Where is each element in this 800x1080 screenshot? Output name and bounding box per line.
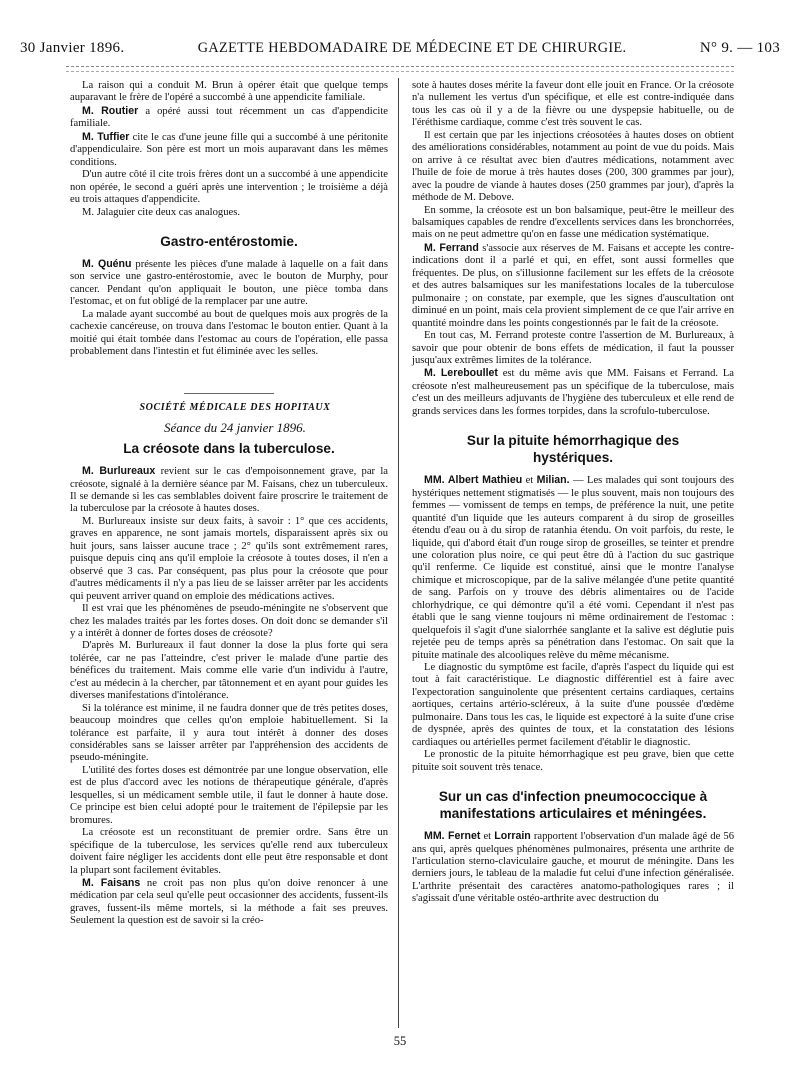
section-heading: La créosote dans la tuberculose. [123,441,335,457]
header-rule [66,66,734,67]
paragraph [412,242,734,330]
paragraph: D'après M. Burlureaux il faut donner la dose la plus forte qui sera tolérée, car ne pas l'atteindre, c'est priver le malade d'une partie des bénéfices du traitement. Mais comme elle varie d'un individu à l'autre, c'est au médecin à la chercher, par tâtonnement et en ayant pour guides les diverses manifestations d'intolérance. [70,640,388,702]
paragraph-text: et [480,831,495,843]
column-divider [398,78,399,1028]
speaker-name: Lorrain [494,830,531,843]
paragraph-text: revient sur le cas d'empoisonnement grave, par la créosote, signalé à la dernière séance par M. Faisans, chez un tuberculeux. Il se demande si les cas semblables doivent faire proscrire le traitement de la tuberculose par la créosote à hautes doses. [70,466,388,515]
running-header [20,40,780,62]
paragraph: Il est certain que par les injections créosotées à hautes doses on obtient des améliorations considérables, notamment au point de vue du poids. Mais on arrive à ce résultat avec bien d'autres médications, notamment avec l'huile de foie de morue à très hautes doses (200, 300 grammes par jour), avec la poudre de viande à hautes doses (250 grammes par jour), d'après la méthode de M. Debove. [412,129,734,204]
issue-number: N° 9. — 103 [699,40,780,56]
paragraph [70,105,388,131]
paragraph: La créosote est un reconstituant de premier ordre. Sans être un spécifique de la tuberculose, les services qu'elle rend aux tuberculeux doivent faire négliger les accidents dont elle peut être responsable et dont la plupart sont facilement évitables. [70,827,388,876]
paragraph: Le pronostic de la pituite hémorrhagique est peu grave, bien que cette pituite soit souvent très tenace. [412,749,734,773]
session-date: Séance du 24 janvier 1896. [164,420,306,436]
paragraph [412,474,734,662]
speaker-name: M. Tuffier [82,130,130,143]
speaker-name: MM. Fernet [424,830,481,843]
right-column [412,80,734,906]
speaker-name: M. Faisans [82,877,141,890]
paragraph [70,131,388,169]
speaker-name: M. Routier [82,104,139,117]
paragraph [70,877,388,928]
paragraph-text: — Les malades qui sont toujours des hystériques nettement stigmatisés — le plus souvent, mais non toujours des femmes — vomissent de temps en temps, de préférence la nuit, une petite quantité d'un liquide que les auteurs comparent à du sirop de groseilles étendu d'eau ou à du sirop de ratanhia étendu. On voit parfois, du reste, le liquide, qui d'abord était d'un rouge sirop de groseilles, se teinter et prendre une coloration plus noire, ce qui peut être dû à l'action du suc gastrique qu'il renferme. Ce liquide est constitué, ainsi que le montre l'analyse chimique et microscopique, par de la salive mélangée d'une petite quantité de sang. Parfois on y trouve des débris alimentaires ou de l'acide chlorhydrique, ce qui démontre qu'il a été vomi. Cependant il n'est pas établi que le sang vienne toujours ni même ordinairement de l'estomac : quelquefois il s'agit d'une sialorrhée sanglante et la salive est déglutie puis rejetée peu de temps après sa pénétration dans l'estomac. On sait que la pituite matinale des alcooliques relève du même mécanisme. [412,475,734,661]
speaker-name: M. Quénu [82,257,132,270]
paragraph: En somme, la créosote est un bon balsamique, peut-être le meilleur des balsamiques capables de rendre d'excellents services dans les bronchorrées, mais on ne peut admettre qu'on en fasse une médication systématique. [412,204,734,241]
section-heading: Gastro-entérostomie. [160,233,298,249]
paragraph-text: et [522,475,537,487]
paragraph [70,258,388,309]
speaker-name: M. Ferrand [424,241,479,254]
speaker-name: MM. Albert Mathieu [424,474,523,487]
speaker-name: M. Lereboullet [424,367,498,380]
paragraph-text: rapportent l'observation d'un malade âgé de 56 ans qui, après quelques phénomènes pulmonaires, présenta une arthrite de l'articulation sterno-claviculaire gauche, et mourut de méningite. Dans les derniers jours, le tableau de la maladie fut celui d'une infection généralisée. L'arthrite présentait des caractères anatomo-pathologiques rares ; il s'agissait d'une véritable ostéo-arthrite avec destruction du [412,831,734,905]
paragraph: La malade ayant succombé au bout de quelques mois aux progrès de la cachexie cancéreuse, on trouva dans l'estomac le bouton entier. Quant à la moitié qui était tombée dans l'estomac au cours de l'opération, elle passa probablement dans l'intestin et fut éliminée avec les selles. [70,308,388,358]
paragraph-text: a opéré aussi tout récemment un cas d'appendicite familiale. [70,105,388,130]
paragraph: Le diagnostic du symptôme est facile, d'après l'aspect du liquide qui est tout à fait caractéristique. Le diagnostic différentiel est à faire avec l'expectoration sanguinolente que présentent certains cardiaques, certains aortiques, certains artério-scléreux, à la suite d'une poussée d'œdème pulmonaire. Dans tous les cas, le liquide est expectoré à la suite d'une crise de dyspnée, après des quintes de toux, et la constatation des lésions cardiaques ou artérielles permet facilement d'établir le diagnostic. [412,662,734,748]
paragraph [70,465,388,516]
paragraph-text: est du même avis que MM. Faisans et Ferrand. La créosote n'est malheureusement pas un spécifique de la tuberculose, mais c'est un des meilleurs adjuvants de l'hygiène des tuberculeux et elle rend de grands services dans les formes torpides, dans la scrofulo-tuberculose. [412,368,734,417]
section-heading: Sur un cas d'infection pneumococcique à manifestations articulaires et méningées. [438,789,708,822]
section-divider [184,393,274,394]
paragraph: Si la tolérance est minime, il ne faudra donner que de très petites doses, beaucoup moindres que celles qu'on emploie habituellement. Si la tolérance est parfaite, il y aura tout intérêt à donner des doses considérables sans se laisser arrêter par l'appréhension des accidents de pseudo-méningite. [70,702,388,764]
journal-title: GAZETTE HEBDOMADAIRE DE MÉDECINE ET DE CHIRURGIE. [197,40,627,56]
paragraph: Il est vrai que les phénomènes de pseudo-méningite ne s'observent que chez les malades traités par les fortes doses. On doit donc se demander s'il y a intérêt à donner de fortes doses de créosote? [70,603,388,639]
speaker-name: Milian. [536,474,570,487]
paragraph: L'utilité des fortes doses est démontrée par une longue observation, elle est de plus d'accord avec les notions de thérapeutique générale, d'après lesquelles, si un médicament semble utile, il faut le donner à haute dose. Ce principe est bien celui adopté pour le traitement de l'épilepsie par les bromures. [70,764,388,826]
paragraph: M. Jalaguier cite deux cas analogues. [82,206,240,218]
paragraph [412,830,734,906]
paragraph-text: présente les pièces d'une malade à laquelle on a fait dans son service une gastro-entérostomie, avec le bouton de Murphy, pour cancer. Pendant qu'on appliquait le bouton, une pièce tomba dans l'estomac, et on fut obligé de la remplacer par une autre. [70,258,388,308]
speaker-name: M. Burlureaux [82,465,156,478]
paragraph: En tout cas, M. Ferrand proteste contre l'assertion de M. Burlureaux, à savoir que pour obtenir de bons effets de médication, il faut la pousser jusqu'aux extrêmes limites de la tolérance. [412,330,734,366]
header-rule-secondary [66,71,734,72]
paragraph [412,367,734,418]
paragraph: M. Burlureaux insiste sur deux faits, à savoir : 1° que ces accidents, graves en apparence, ne sont jamais mortels, disparaissent après six ou huit jours, sans laisser aucune trace ; 2° qu'ils sont extrêmement rares, puisque depuis cinq ans qu'il emploie la créosote à toutes doses, il n'en a observé que 3 cas. Par conséquent, pas plus pour la créosote que pour d'autres médicaments il n'y a pas lieu de se laisser arrêter par les accidents qui peuvent arriver quand on emploie des médications actives. [70,515,388,602]
page-number: 55 [393,1034,407,1048]
issue-date: 30 Janvier 1896. [20,40,125,56]
paragraph-text: ne croit pas non plus qu'on doive renoncer à une médication par cela seul qu'elle peut occasionner des accidents, fussent-ils graves, fussent-ils même mortels, si la méthode a fait ses preuves. Seulement la question est de savoir si la créo- [70,878,388,927]
society-title: SOCIÉTÉ MÉDICALE DES HOPITAUX [139,401,331,413]
paragraph-text: cite le cas d'une jeune fille qui a succombé à une péritonite d'appendiculaire. Son père est mort un mois auparavant dans les mêmes conditions. [70,131,388,168]
paragraph: La raison qui a conduit M. Brun à opérer était que quelque temps auparavant le frère de l'opéré a succombé à une appendicite familiale. [70,80,388,104]
paragraph-text: s'associe aux réserves de M. Faisans et accepte les contre-indications dont il a parlé et qui, en effet, sont aussi formelles que fréquentes. De plus, on s'illusionne facilement sur les effets de la créosote et des autres balsamiques sur les manifestations locales de la tuberculose pulmonaire ; on constate, par exemple, que les signes d'auscultation ont diminué en un point, mais cela provient simplement de ce que l'air arrive en quantité moindre dans les points congestionnés par le fait de la créosote. [412,242,734,329]
paragraph: sote à hautes doses mérite la faveur dont elle jouit en France. Or la créosote n'a nullement les vertus d'un spécifique, et elle est contre-indiquée dans tous les cas où il y a de la fièvre ou une dyspepsie habituelle, ou de l'éréthisme cardiaque, comme c'est très souvent le cas. [412,80,734,129]
left-column [70,80,388,928]
paragraph: D'un autre côté il cite trois frères dont un a succombé à une appendicite non opérée, le second a guéri après une intervention ; le troisième a déjà eu trois attaques d'appendicite. [70,169,388,206]
section-heading: Sur la pituite hémorrhagique des hystériques. [466,433,680,466]
